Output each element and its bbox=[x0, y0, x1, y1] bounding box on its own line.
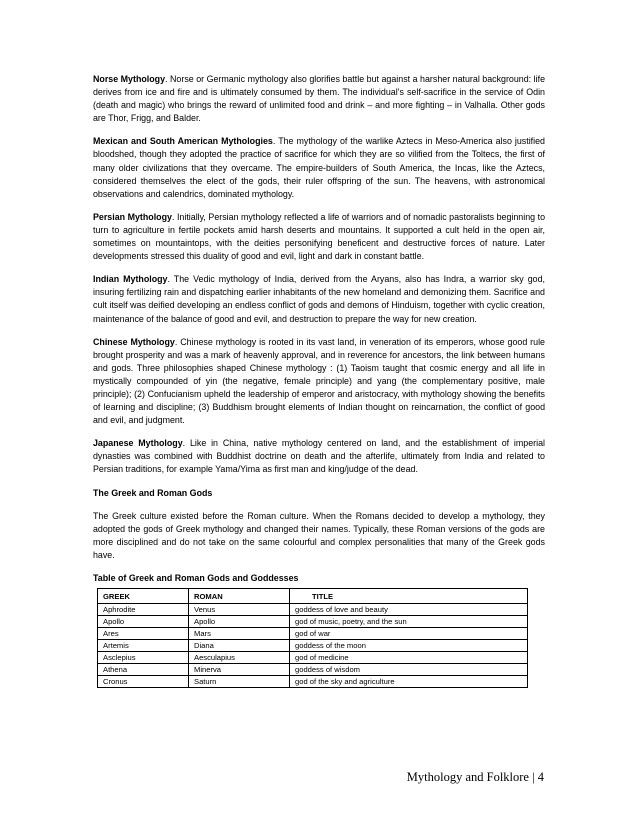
section-body: . Like in China, native mythology centered on land, and the establishment of imperial dynasties was combined with Buddhist doctrine on death and the afterlife, ultimately from India and related to Persian traditions, for example Yama/Yima as first man and king/judge of the dead. bbox=[93, 438, 545, 475]
section-body: . The Vedic mythology of India, derived from the Aryans, also has Indra, a warrior sky god, insuring fertilizing rain and dispatching earlier inhabitants of the new homeland and demonizing them. Sacrifice and cult itself was deified developing an endless conflict of gods and demons of Hinduism, together with cyclic creation, maintenance of the balance of good and evil, and destruction to prepare the way for new creation. bbox=[93, 274, 545, 324]
cell-roman: Aesculapius bbox=[189, 652, 290, 664]
section-chinese bbox=[93, 336, 545, 428]
table-row bbox=[98, 628, 528, 640]
section-norse bbox=[93, 73, 545, 125]
section-heading: Persian Mythology bbox=[93, 211, 172, 222]
table-row bbox=[98, 640, 528, 652]
header-greek: GREEK bbox=[98, 589, 189, 604]
table-row bbox=[98, 616, 528, 628]
section-body: . The mythology of the warlike Aztecs in Meso-America also justified bloodshed, though they adopted the practice of sacrifice for which they are so vilified from the Toltecs, the first of many older civilizations that they overcame. The empire-builders of South America, the Incas, like the Aztecs, considered themselves the elect of the gods, their ruler offspring of the sun. The heavens, with astronomical observations and calendrics, dominated mythology. bbox=[93, 136, 545, 199]
cell-greek: Cronus bbox=[98, 676, 189, 688]
greek-roman-heading: The Greek and Roman Gods bbox=[93, 487, 213, 498]
cell-roman: Venus bbox=[189, 604, 290, 616]
section-body: . Norse or Germanic mythology also glorifies battle but against a harsher natural background: life derives from ice and fire and is ultimately consumed by them. The individual’s self-sacrifice in the service of Odin (death and magic) who brings the reward of unlimited food and drink – and more fighting – in Valhalla. Other gods are Thor, Frigg, and Balder. bbox=[93, 74, 545, 124]
cell-title: goddess of the moon bbox=[290, 640, 528, 652]
cell-title: god of music, poetry, and the sun bbox=[290, 616, 528, 628]
cell-title: god of war bbox=[290, 628, 528, 640]
cell-title: god of medicine bbox=[290, 652, 528, 664]
section-japanese bbox=[93, 437, 545, 476]
cell-title: god of the sky and agriculture bbox=[290, 676, 528, 688]
greek-roman-paragraph: The Greek culture existed before the Roman culture. When the Romans decided to develop a mythology, they adopted the gods of Greek mythology and changed their names. Typically, these Roman versions of the gods are more disciplined and do not take on the same colourful and complex personalities that many of the Greek gods have. bbox=[93, 510, 545, 560]
table-header-row bbox=[98, 589, 528, 604]
cell-roman: Apollo bbox=[189, 616, 290, 628]
table-row bbox=[98, 652, 528, 664]
page-content bbox=[93, 73, 545, 688]
section-body: . Chinese mythology is rooted in its vast land, in veneration of its emperors, whose good rule brought prosperity and was a mark of heavenly approval, and in reverence for ancestors, the link between humans and gods. Three philosophies shaped Chinese mythology : (1) Taoism taught that cosmic energy and all life in mystically compounded of yin (the negative, female principle) and yang (the complementary positive, male principle); (2) Confucianism upheld the leadership of emperor and aristocracy, with mythology showing the benefits of learning and discipline; (3) Buddhism brought elements of Indian thought on reincarnation, the conflict of good and evil, and judgment. bbox=[93, 336, 545, 426]
table-row bbox=[98, 676, 528, 688]
section-body: . Initially, Persian mythology reflected a life of warriors and of nomadic pastoralists beginning to turn to agriculture in fertile pockets amid harsh deserts and mountains. It supported a cult held in the open air, sometimes on mountaintops, with the deities personifying beneficent and destructive forces of nature. Later developments stressed this duality of good and evil, light and dark in constant battle. bbox=[93, 211, 546, 262]
section-mexican bbox=[93, 135, 545, 200]
table-row bbox=[98, 664, 528, 676]
cell-title: goddess of wisdom bbox=[290, 664, 528, 676]
cell-roman: Mars bbox=[189, 628, 290, 640]
cell-roman: Minerva bbox=[189, 664, 290, 676]
section-heading: Japanese Mythology bbox=[93, 438, 183, 449]
section-heading: Chinese Mythology bbox=[93, 336, 175, 347]
cell-roman: Diana bbox=[189, 640, 290, 652]
cell-greek: Artemis bbox=[98, 640, 189, 652]
cell-greek: Athena bbox=[98, 664, 189, 676]
cell-greek: Ares bbox=[98, 628, 189, 640]
cell-greek: Apollo bbox=[98, 616, 189, 628]
cell-title: goddess of love and beauty bbox=[290, 604, 528, 616]
gods-table bbox=[97, 588, 528, 688]
section-persian bbox=[93, 211, 545, 263]
table-caption: Table of Greek and Roman Gods and Goddesses bbox=[93, 573, 299, 583]
page-footer: Mythology and Folklore | 4 bbox=[406, 770, 544, 784]
section-heading: Mexican and South American Mythologies bbox=[93, 136, 273, 147]
cell-greek: Asclepius bbox=[98, 652, 189, 664]
header-roman: ROMAN bbox=[189, 589, 290, 604]
cell-roman: Saturn bbox=[189, 676, 290, 688]
section-heading: Norse Mythology bbox=[93, 74, 166, 84]
table-row bbox=[98, 604, 528, 616]
header-title: TITLE bbox=[290, 589, 528, 604]
section-heading: Indian Mythology bbox=[93, 274, 168, 285]
section-indian bbox=[93, 273, 545, 325]
cell-greek: Aphrodite bbox=[98, 604, 189, 616]
